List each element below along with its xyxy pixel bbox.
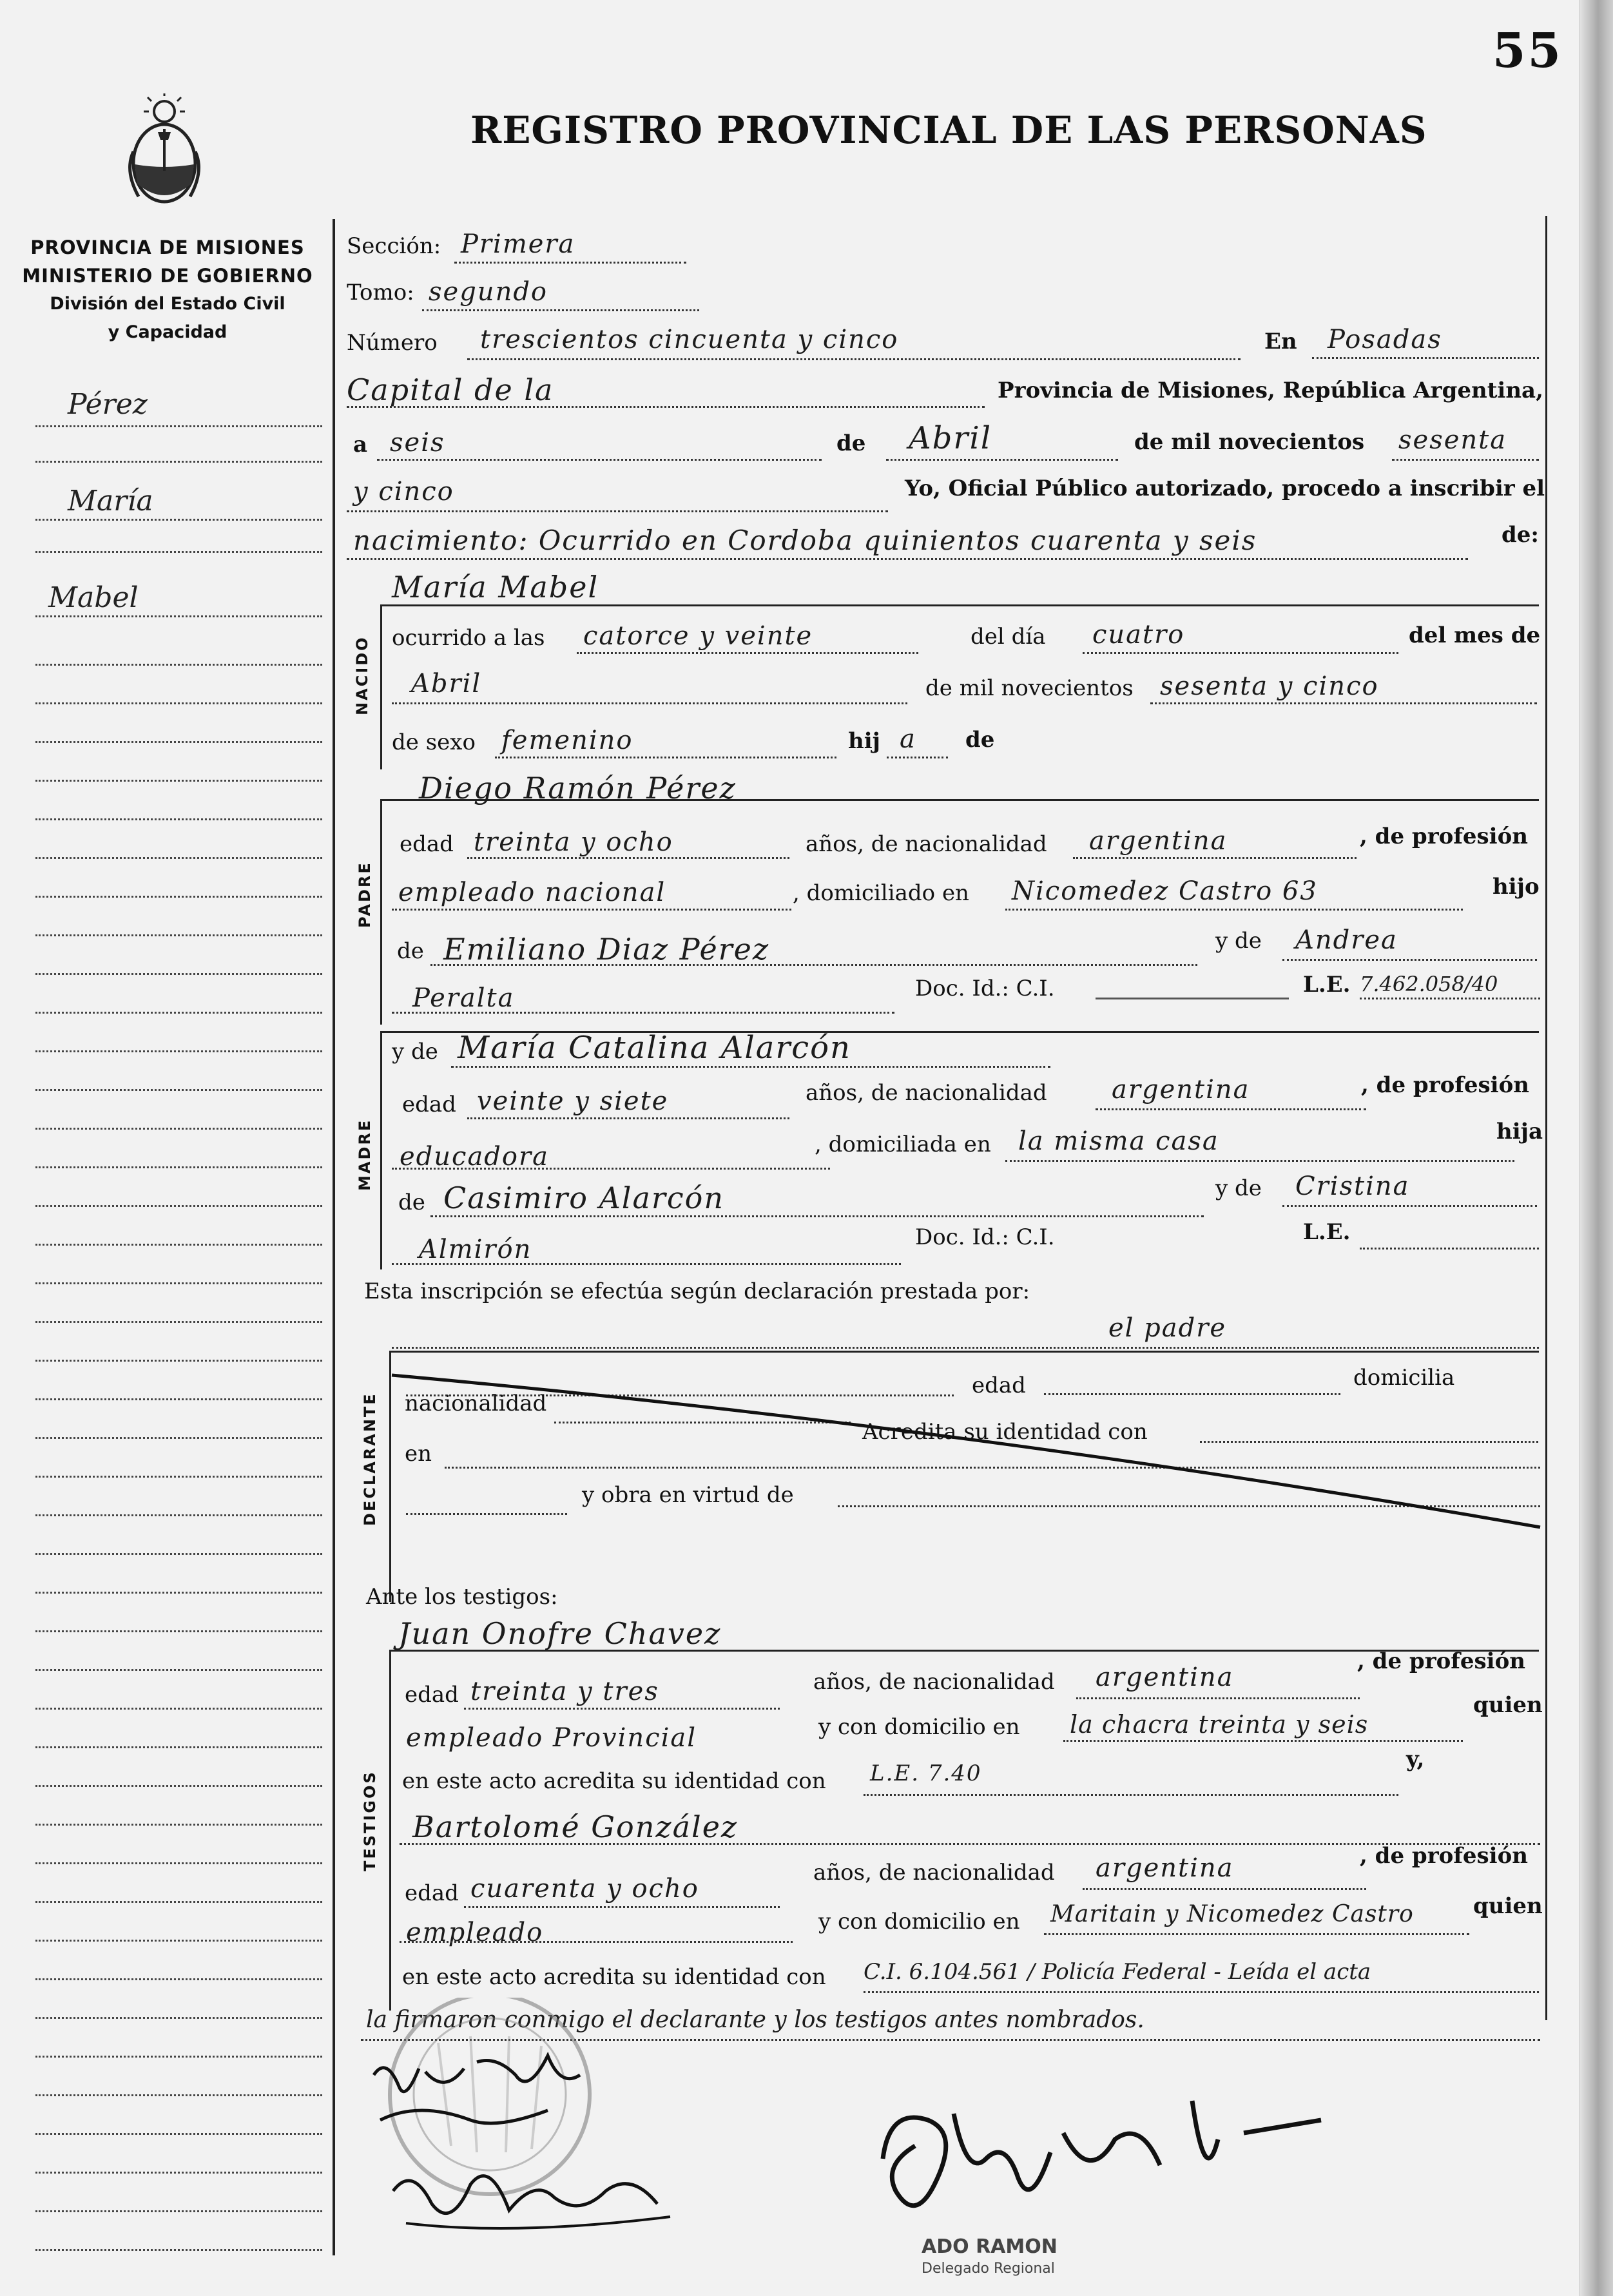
authority-division: División del Estado Civil: [50, 294, 285, 314]
declarante-en-label: en: [405, 1441, 432, 1467]
declarante-nac-label: nacionalidad: [405, 1391, 547, 1416]
nacido-sexo-label: de sexo: [392, 729, 476, 755]
madre-yde-label: y de: [392, 1039, 438, 1065]
madre-le-label: L.E.: [1303, 1219, 1351, 1245]
margin-first-name: María: [68, 485, 153, 517]
padre-dom-label: , domiciliado en: [793, 880, 969, 906]
seccion-value: Primera: [461, 229, 575, 259]
testigo2-dom-label: y con domicilio en: [818, 1909, 1020, 1934]
fecha-a-label: a: [353, 432, 368, 458]
declarante-cancel-stroke: [387, 1369, 1547, 1536]
padre-doc-label: Doc. Id.: C.I.: [915, 976, 1055, 1001]
acta-tipo-value: nacimiento: Ocurrido en Cordoba quinientos cuarenta y seis: [353, 525, 1257, 556]
madre-nombre: María Catalina Alarcón: [458, 1030, 851, 1066]
officer-stamp: [922, 2236, 1058, 2280]
nacido-mes-label: del mes de: [1409, 622, 1541, 648]
testigo2-prof-label: , de profesión: [1360, 1843, 1528, 1869]
declarante-tag: DECLARANTE: [361, 1392, 379, 1526]
coat-of-arms-icon: [119, 93, 209, 209]
madre-dom-value: la misma casa: [1018, 1126, 1219, 1156]
page-number: 55: [1492, 23, 1563, 79]
nacido-dia-value: cuatro: [1092, 620, 1185, 650]
testigo1-edad-label: edad: [405, 1682, 459, 1708]
testigo2-acredita-label: en este acto acredita su identidad con: [402, 1964, 826, 1990]
margin-surname: Pérez: [68, 388, 148, 421]
declarante-obra-label: y obra en virtud de: [582, 1482, 794, 1508]
padre-tag: PADRE: [356, 861, 374, 928]
page-edge: [1580, 0, 1613, 2296]
margin-middle-name: Mabel: [48, 581, 139, 614]
provincia-text: Provincia de Misiones, República Argentina,: [998, 378, 1543, 403]
witness-signature: [387, 2152, 709, 2249]
officer-stamp-role: Delegado Regional: [922, 2261, 1055, 2277]
padre-bracket: [380, 799, 382, 1025]
nacido-sexo-value: femenino: [501, 726, 633, 755]
fecha-anio-cont: y cinco: [353, 477, 454, 506]
numero-label: Número: [347, 330, 438, 356]
testigo1-edad: treinta y tres: [470, 1677, 659, 1706]
testigo2-edad-label: edad: [405, 1880, 459, 1906]
testigo2-nac: argentina: [1096, 1853, 1234, 1883]
capital-value: Capital de la: [347, 372, 554, 407]
closing-text: la firmaron conmigo el declarante y los testigos antes nombrados.: [366, 2007, 1145, 2033]
padre-de-label: de: [397, 938, 424, 964]
padre-hijo-label: hijo: [1492, 874, 1540, 900]
padre-yde-label: y de: [1215, 928, 1262, 954]
testigo1-dom: la chacra treinta y seis: [1070, 1710, 1369, 1739]
nacido-tag: NACIDO: [353, 635, 371, 715]
padre-madre-de: Andrea: [1295, 925, 1398, 955]
madre-nac-label: años, de nacionalidad: [806, 1080, 1047, 1106]
testigo2-dom: Maritain y Nicomedez Castro: [1050, 1901, 1414, 1927]
officer-stamp-name: ADO RAMON: [922, 2235, 1058, 2258]
tomo-value: segundo: [429, 277, 548, 307]
testigo1-nac: argentina: [1096, 1663, 1234, 1692]
fecha-de-label: de: [836, 430, 866, 456]
right-column-rule: [1545, 216, 1547, 2020]
padre-edad-value: treinta y ocho: [474, 827, 673, 857]
declarante-por-value: el padre: [1108, 1313, 1227, 1343]
nacido-de-label: de: [965, 727, 995, 753]
acta-de-label: de:: [1502, 522, 1539, 548]
padre-edad-label: edad: [400, 831, 454, 857]
testigo2-quien: quien: [1473, 1893, 1543, 1919]
numero-value: trescientos cincuenta y cinco: [480, 325, 899, 354]
madre-edad-label: edad: [402, 1092, 456, 1117]
nacido-anio-label: de mil novecientos: [925, 675, 1134, 701]
declarante-edad-label: edad: [972, 1373, 1026, 1398]
madre-madre-de-cont: Almirón: [419, 1235, 532, 1264]
nacido-dia-label: del día: [971, 624, 1046, 650]
madre-madre-de: Cristina: [1295, 1172, 1410, 1201]
testigos-bracket: [389, 1650, 391, 2011]
nacido-hora-value: catorce y veinte: [583, 621, 813, 651]
padre-padre-de: Emiliano Diaz Pérez: [443, 932, 770, 967]
madre-prof-label: , de profesión: [1361, 1072, 1529, 1098]
testigo1-y: y,: [1406, 1746, 1425, 1772]
authority-ministry: MINISTERIO DE GOBIERNO: [22, 265, 313, 287]
nacido-top-rule: [380, 604, 1539, 606]
madre-dom-label: , domiciliada en: [815, 1132, 991, 1157]
declarante-domicilia-label: domicilia: [1353, 1365, 1455, 1391]
padre-dom-value: Nicomedez Castro 63: [1012, 876, 1318, 906]
testigo1-quien: quien: [1473, 1692, 1543, 1718]
padre-le-value: 7.462.058/40: [1360, 972, 1498, 996]
fecha-dia-value: seis: [390, 428, 445, 458]
fecha-mes-value: Abril: [909, 420, 992, 456]
madre-edad-value: veinte y siete: [477, 1086, 669, 1116]
padre-le-label: L.E.: [1303, 972, 1351, 998]
madre-de-label: de: [398, 1190, 425, 1215]
madre-prof-value: educadora: [400, 1142, 549, 1172]
testigo1-prof-label: , de profesión: [1357, 1648, 1525, 1674]
nacido-anio-value: sesenta y cinco: [1160, 671, 1379, 701]
fecha-anio-value: sesenta: [1398, 425, 1507, 455]
padre-prof-label: , de profesión: [1360, 824, 1528, 849]
testigo1-prof: empleado Provincial: [406, 1723, 697, 1753]
en-value: Posadas: [1328, 325, 1442, 354]
en-label: En: [1264, 329, 1297, 354]
declarant-signature: [367, 2049, 638, 2152]
madre-nac-value: argentina: [1112, 1075, 1250, 1105]
testigo2-nac-label: años, de nacionalidad: [813, 1860, 1055, 1886]
declarante-acredita-label: Acredita su identidad con: [862, 1419, 1148, 1445]
madre-padre-de: Casimiro Alarcón: [443, 1181, 725, 1215]
madre-doc-label: Doc. Id.: C.I.: [915, 1224, 1055, 1250]
padre-madre-de-cont: Peralta: [412, 983, 515, 1013]
fecha-anio-label: de mil novecientos: [1134, 429, 1365, 455]
testigo2-edad: cuarenta y ocho: [470, 1874, 699, 1904]
testigo1-doc: L.E. 7.40: [870, 1761, 982, 1786]
tomo-label: Tomo:: [347, 280, 414, 305]
madre-bracket: [380, 1031, 382, 1269]
nacido-hij-label: hij: [848, 728, 880, 754]
nacido-ocurrido-label: ocurrido a las: [392, 625, 545, 651]
madre-yde2-label: y de: [1215, 1175, 1262, 1201]
padre-nombre: Diego Ramón Pérez: [419, 771, 737, 806]
madre-tag: MADRE: [356, 1118, 374, 1191]
left-column-rule: [333, 219, 335, 2255]
issuing-authority: [19, 233, 316, 347]
declarante-intro: Esta inscripción se efectúa según declaración prestada por:: [364, 1278, 1030, 1304]
testigo2-prof: empleado: [406, 1918, 544, 1947]
testigo2-doc: C.I. 6.104.561 / Policía Federal - Leída el acta: [864, 1959, 1371, 1985]
authority-capacity: y Capacidad: [108, 322, 227, 342]
testigo1-nombre: Juan Onofre Chavez: [398, 1616, 722, 1651]
testigo1-nac-label: años, de nacionalidad: [813, 1669, 1055, 1695]
testigo2-nombre: Bartolomé González: [412, 1809, 739, 1844]
testigos-tag: TESTIGOS: [361, 1770, 379, 1871]
padre-nac-label: años, de nacionalidad: [806, 831, 1047, 857]
seccion-label: Sección:: [347, 233, 441, 259]
padre-nac-value: argentina: [1089, 826, 1228, 856]
nacido-hij-value: a: [900, 724, 916, 754]
officer-signature: [857, 2081, 1373, 2236]
nacido-mes-value: Abril: [411, 669, 482, 699]
declarante-top-rule: [389, 1351, 1539, 1353]
padre-prof-value: empleado nacional: [398, 878, 666, 907]
nacido-nombre: María Mabel: [392, 570, 599, 604]
testigos-intro: Ante los testigos:: [366, 1584, 558, 1610]
nacido-bracket: [380, 604, 382, 769]
madre-hija-label: hija: [1496, 1119, 1543, 1144]
testigo1-acredita-label: en este acto acredita su identidad con: [402, 1768, 826, 1794]
authority-province: PROVINCIA DE MISIONES: [30, 236, 305, 258]
oficial-text: Yo, Oficial Público autorizado, procedo a inscribir el: [905, 476, 1545, 501]
testigo1-dom-label: y con domicilio en: [818, 1714, 1020, 1740]
document-title: REGISTRO PROVINCIAL DE LAS PERSONAS: [470, 108, 1427, 152]
